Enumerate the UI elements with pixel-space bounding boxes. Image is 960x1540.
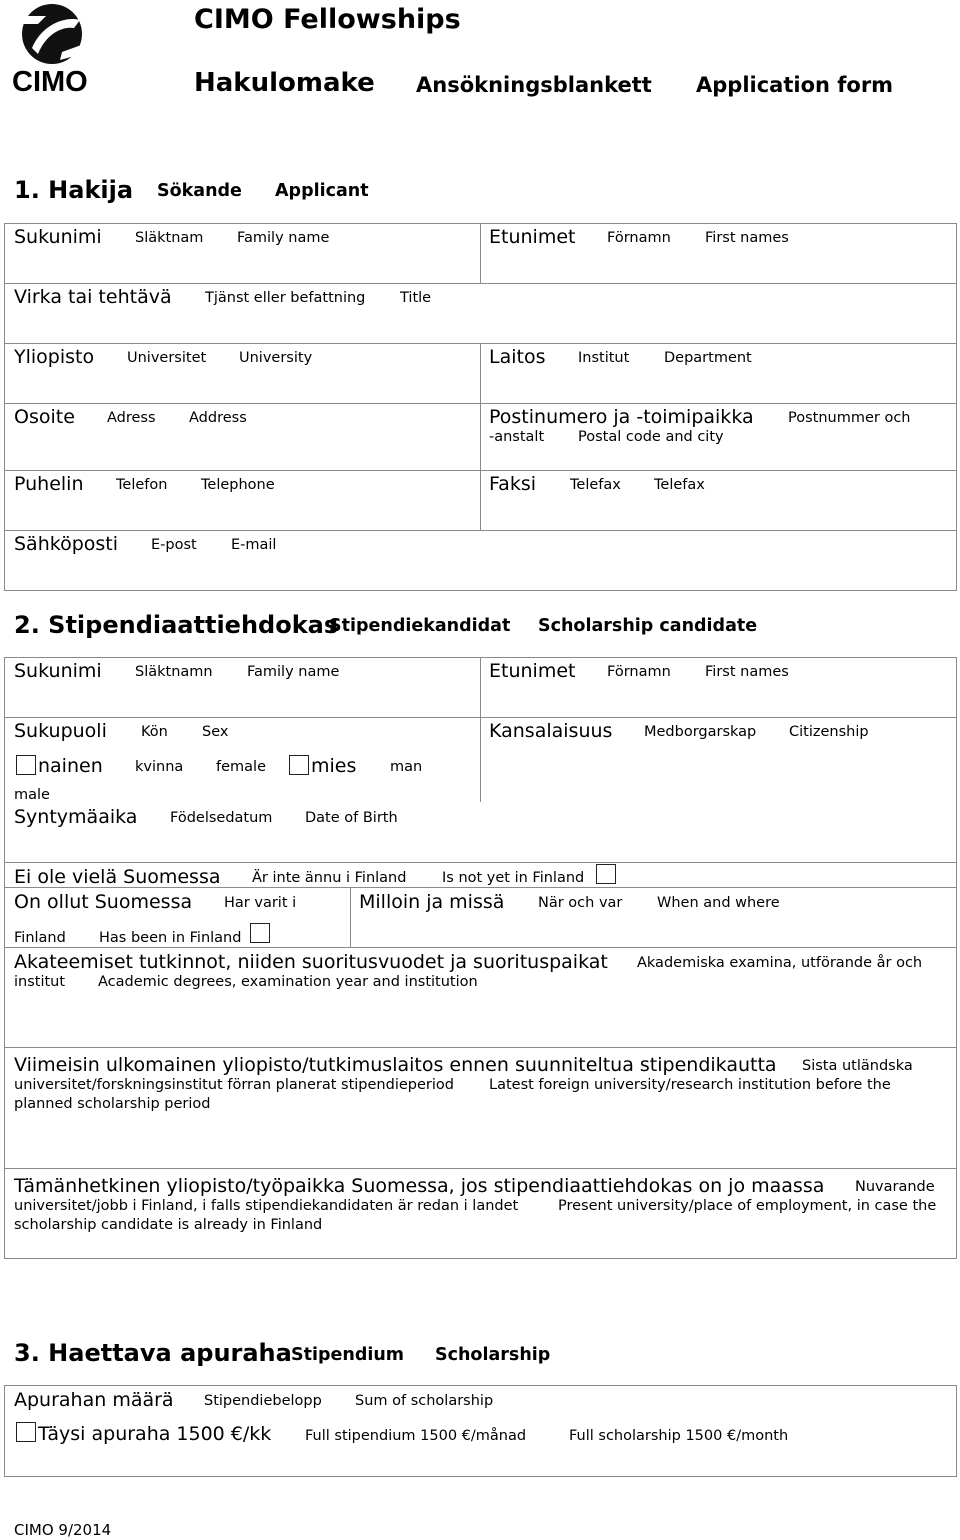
- applicant-department-label-sv: Institut: [578, 350, 630, 366]
- citizenship-label-fi: Kansalaisuus: [489, 720, 613, 742]
- applicant-title-label-sv: Tjänst eller befattning: [205, 290, 366, 306]
- section2-heading-en: Scholarship candidate: [538, 616, 758, 636]
- male-checkbox[interactable]: [289, 755, 309, 775]
- applicant-email-label-en: E-mail: [231, 537, 277, 553]
- dob-label-en: Date of Birth: [305, 810, 398, 826]
- footer-code: CIMO 9/2014: [14, 1521, 112, 1539]
- candidate-family-label-en: Family name: [247, 664, 340, 680]
- applicant-department-label-fi: Laitos: [489, 346, 546, 368]
- candidate-family-label-sv: Släktnamn: [135, 664, 213, 680]
- current-label-en: Present university/place of employment, in case the: [558, 1198, 937, 1214]
- not-yet-label-fi: Ei ole vielä Suomessa: [14, 866, 221, 888]
- applicant-family-label-sv: Släktnam: [135, 230, 204, 246]
- full-scholarship-checkbox[interactable]: [16, 1422, 36, 1442]
- section1-heading-sv: Sökande: [157, 181, 242, 201]
- applicant-fax-field[interactable]: [482, 472, 955, 529]
- candidate-first-label-en: First names: [705, 664, 789, 680]
- been-label-fi: On ollut Suomessa: [14, 891, 193, 913]
- cimo-logo-icon: [12, 2, 94, 70]
- section2-heading-sv: Stipendiekandidat: [329, 616, 511, 636]
- amount-label-sv: Stipendiebelopp: [204, 1393, 322, 1409]
- candidate-family-label-fi: Sukunimi: [14, 660, 102, 682]
- female-label-fi: nainen: [38, 755, 103, 777]
- not-yet-in-finland-checkbox[interactable]: [596, 864, 616, 884]
- candidate-sex-label-fi: Sukupuoli: [14, 720, 107, 742]
- applicant-department-label-en: Department: [664, 350, 752, 366]
- section3-heading-sv: Stipendium: [291, 1345, 405, 1365]
- latest-label-fi: Viimeisin ulkomainen yliopisto/tutkimuslaitos ennen suunniteltua stipendikautta: [14, 1054, 777, 1076]
- when-label-fi: Milloin ja missä: [359, 891, 505, 913]
- candidate-sex-label-en: Sex: [202, 724, 229, 740]
- applicant-email-field[interactable]: [6, 532, 955, 589]
- full-scholarship-label-fi: Täysi apuraha 1500 €/kk: [38, 1423, 272, 1445]
- applicant-fax-label-en: Telefax: [654, 477, 705, 493]
- not-yet-label-en: Is not yet in Finland: [442, 870, 585, 886]
- applicant-postal-label-en: Postal code and city: [578, 429, 724, 445]
- date-of-birth-field[interactable]: [6, 804, 955, 861]
- female-checkbox[interactable]: [16, 755, 36, 775]
- candidate-sex-label-sv: Kön: [141, 724, 168, 740]
- been-label-sv-cont: Finland: [14, 930, 66, 946]
- form-title-fi: Hakulomake: [194, 68, 375, 98]
- applicant-title-label-fi: Virka tai tehtävä: [14, 286, 172, 308]
- applicant-address-label-sv: Adress: [107, 410, 156, 426]
- applicant-first-label-sv: Förnamn: [607, 230, 671, 246]
- section1-heading-fi: 1. Hakija: [14, 176, 134, 204]
- current-label-en-cont: scholarship candidate is already in Finland: [14, 1217, 323, 1233]
- applicant-email-label-fi: Sähköposti: [14, 533, 119, 555]
- applicant-university-label-fi: Yliopisto: [14, 346, 95, 368]
- full-scholarship-label-en: Full scholarship 1500 €/month: [569, 1428, 789, 1444]
- section3-heading-fi: 3. Haettava apuraha: [14, 1339, 292, 1367]
- latest-label-sv: Sista utländska: [802, 1058, 913, 1074]
- dob-label-sv: Födelsedatum: [170, 810, 273, 826]
- form-title-en: Application form: [696, 73, 894, 97]
- applicant-postal-label-fi: Postinumero ja -toimipaikka: [489, 406, 754, 428]
- not-yet-label-sv: Är inte ännu i Finland: [252, 870, 407, 886]
- amount-label-fi: Apurahan määrä: [14, 1389, 174, 1411]
- when-label-en: When and where: [657, 895, 780, 911]
- section1-heading-en: Applicant: [275, 181, 369, 201]
- male-label-sv: man: [390, 759, 423, 775]
- applicant-family-label-fi: Sukunimi: [14, 226, 102, 248]
- candidate-first-label-sv: Förnamn: [607, 664, 671, 680]
- current-label-sv: Nuvarande: [855, 1179, 935, 1195]
- current-label-fi: Tämänhetkinen yliopisto/työpaikka Suomessa, jos stipendiaattiehdokas on jo maassa: [14, 1175, 825, 1197]
- page-title: CIMO Fellowships: [194, 4, 461, 35]
- applicant-fax-label-fi: Faksi: [489, 473, 537, 495]
- citizenship-label-sv: Medborgarskap: [644, 724, 757, 740]
- when-label-sv: När och var: [538, 895, 623, 911]
- male-label-fi: mies: [311, 755, 357, 777]
- dob-label-fi: Syntymäaika: [14, 806, 138, 828]
- current-label-sv-cont: universitet/jobb i Finland, i falls stipendiekandidaten är redan i landet: [14, 1198, 519, 1214]
- logo-text: CIMO: [12, 66, 88, 98]
- latest-label-en: Latest foreign university/research institution before the: [489, 1077, 891, 1093]
- applicant-address-label-en: Address: [189, 410, 247, 426]
- candidate-first-label-fi: Etunimet: [489, 660, 576, 682]
- been-label-en: Has been in Finland: [99, 930, 242, 946]
- female-label-sv: kvinna: [135, 759, 184, 775]
- applicant-university-label-en: University: [239, 350, 313, 366]
- section3-heading-en: Scholarship: [435, 1345, 551, 1365]
- applicant-postal-label-sv-cont: -anstalt: [489, 429, 545, 445]
- applicant-phone-label-fi: Puhelin: [14, 473, 84, 495]
- applicant-first-label-fi: Etunimet: [489, 226, 576, 248]
- cimo-logo: [12, 2, 94, 98]
- full-scholarship-label-sv: Full stipendium 1500 €/månad: [305, 1428, 527, 1444]
- academic-label-en: Academic degrees, examination year and institution: [98, 974, 478, 990]
- applicant-university-label-sv: Universitet: [127, 350, 207, 366]
- citizenship-label-en: Citizenship: [789, 724, 869, 740]
- applicant-title-label-en: Title: [400, 290, 432, 306]
- female-label-en: female: [216, 759, 266, 775]
- has-been-in-finland-checkbox[interactable]: [250, 923, 270, 943]
- applicant-fax-label-sv: Telefax: [570, 477, 621, 493]
- male-label-en: male: [14, 787, 50, 803]
- applicant-family-label-en: Family name: [237, 230, 330, 246]
- amount-label-en: Sum of scholarship: [355, 1393, 494, 1409]
- academic-label-sv: Akademiska examina, utförande år och: [637, 955, 923, 971]
- applicant-postal-label-sv: Postnummer och: [788, 410, 911, 426]
- applicant-phone-label-sv: Telefon: [116, 477, 168, 493]
- applicant-address-label-fi: Osoite: [14, 406, 75, 428]
- applicant-email-label-sv: E-post: [151, 537, 197, 553]
- latest-label-en-cont: planned scholarship period: [14, 1096, 211, 1112]
- been-label-sv: Har varit i: [224, 895, 297, 911]
- section2-heading-fi: 2. Stipendiaattiehdokas: [14, 611, 339, 639]
- academic-label-fi: Akateemiset tutkinnot, niiden suoritusvuodet ja suorituspaikat: [14, 951, 608, 973]
- form-title-sv: Ansökningsblankett: [416, 73, 652, 97]
- applicant-first-label-en: First names: [705, 230, 789, 246]
- academic-label-sv-cont: institut: [14, 974, 66, 990]
- latest-label-sv-cont: universitet/forskningsinstitut förran planerat stipendieperiod: [14, 1077, 454, 1093]
- applicant-phone-label-en: Telephone: [201, 477, 275, 493]
